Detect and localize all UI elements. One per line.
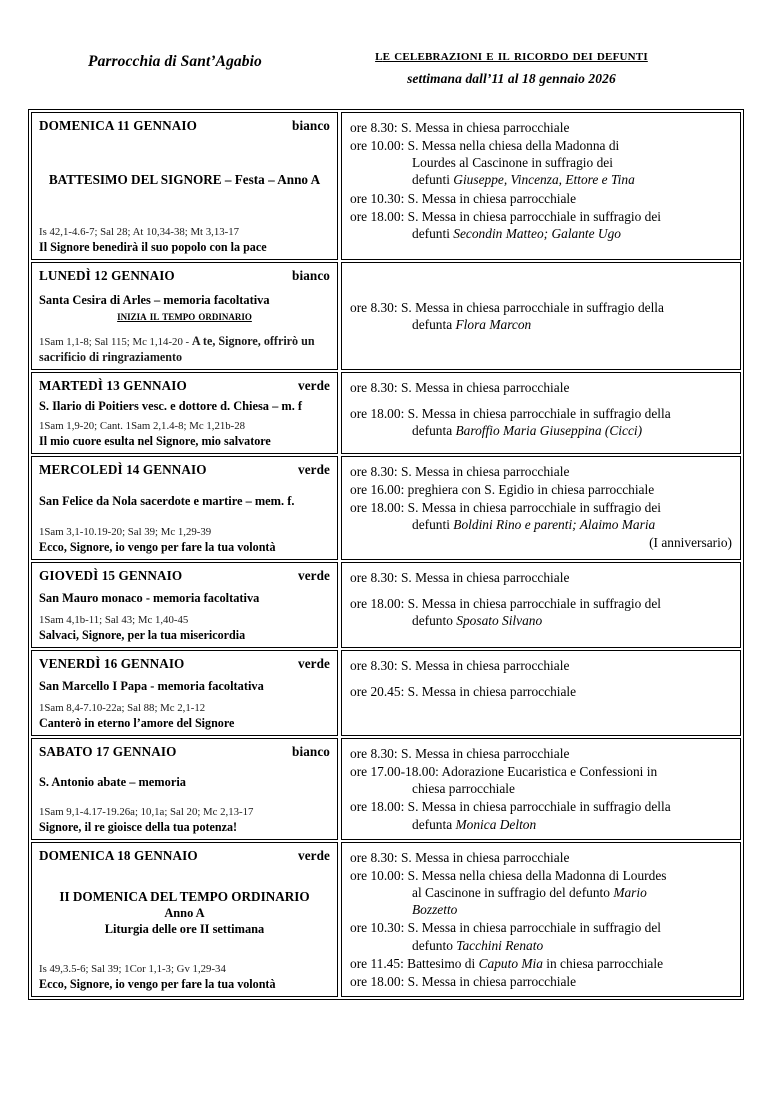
day-info-cell [31,262,338,370]
day-header [39,744,330,760]
mass-time: ore 18.00: [350,973,408,989]
mass-schedule-cell [341,372,741,454]
mass-time: ore 8.30: [350,746,401,761]
mass-time: ore 8.30: [350,570,401,585]
mass-description: S. Messa in chiesa parrocchiale [400,380,570,395]
mass-description-continuation [412,884,732,901]
mass-schedule-item [350,919,732,953]
mass-time: ore 18.00: [350,500,408,516]
header-titles [262,47,743,87]
person-name: Bozzetto [412,902,458,918]
responsorial-antiphon: Ecco, Signore, io vengo per fare la tua volontà [39,976,276,991]
mass-time: ore 18.00: [350,596,408,612]
mass-time: ore 8.30: [350,658,401,673]
readings-block [39,334,330,365]
day-name: VENERDÌ 16 GENNAIO [39,656,185,671]
liturgical-color: bianco [292,744,330,759]
table-row [31,372,741,454]
table-row [31,456,741,560]
mass-time: ore 10.00: [350,867,408,883]
scripture-readings: 1Sam 3,1-10.19-20; Sal 39; Mc 1,29-39 [39,526,212,539]
celebration-liturgy-week: Liturgia delle ore II settimana [104,922,265,937]
mass-time: ore 18.00: [350,208,408,224]
responsorial-antiphon: Salvaci, Signore, per la tua misericordia [39,627,246,642]
mass-schedule-item [350,683,732,700]
mass-time: ore 20.45: [350,684,408,700]
mass-description-continuation [412,154,732,171]
day-info-cell [31,112,338,260]
mass-description-continuation-text: defunta [412,423,456,439]
mass-description-continuation-text: Lourdes al Cascinone in suffragio dei [412,155,613,171]
person-name: Caputo Mia [478,955,543,971]
day-info-cell [31,372,338,454]
mass-description-continuation [412,225,732,242]
mass-description-continuation-text: al Cascinone in suffragio del defunto [412,885,614,901]
responsorial-antiphon: Signore, il re gioisce della tua potenza! [39,819,238,834]
mass-schedule-cell [341,456,741,560]
liturgical-season-note: inizia il tempo ordinario [117,309,252,324]
mass-description-continuation [412,422,732,439]
mass-description: S. Messa nella chiesa della Madonna di [407,138,620,154]
parish-name: Parrocchia di Sant’Agabio [88,53,262,70]
mass-description-continuation-text: defunti [412,225,454,241]
responsorial-antiphon: Il mio cuore esulta nel Signore, mio salvatore [39,433,271,448]
day-header [39,462,330,478]
responsorial-antiphon: Il Signore benedirà il suo popolo con la pace [39,239,267,254]
readings-block [39,963,330,992]
person-name: Flora Marcon [455,317,532,332]
scripture-readings [39,334,330,365]
celebration-title: Santa Cesira di Arles – memoria facoltativa [39,292,270,307]
mass-description-continuation [412,816,732,833]
mass-time: ore 18.00: [350,406,408,422]
responsorial-antiphon: Ecco, Signore, io vengo per fare la tua volontà [39,539,276,554]
scripture-readings-text: 1Sam 1,1-8; Sal 115; Mc 1,14-20 - [39,336,192,349]
responsorial-antiphon: A te, Signore, offrirò un sacrificio di ringraziamento [39,334,315,364]
liturgical-color: verde [298,378,330,393]
liturgical-color: verde [298,462,330,477]
anniversary-note: (I anniversario) [649,534,732,550]
liturgical-color: verde [298,656,330,671]
readings-block [39,806,330,835]
mass-description: S. Messa in chiesa parrocchiale in suffragio del [407,596,662,612]
mass-time: ore 8.30: [350,849,401,865]
mass-schedule-item [350,208,732,242]
mass-schedule-cell [341,738,741,840]
readings-block [39,614,330,643]
mass-time: ore 8.30: [350,380,401,395]
mass-description-continuation-text: defunta [412,317,456,332]
scripture-readings: 1Sam 4,1b-11; Sal 43; Mc 1,40-45 [39,614,189,627]
mass-description: Adorazione Eucaristica e Confessioni in [441,764,658,780]
mass-schedule-item [350,379,732,396]
scripture-readings: Is 49,3.5-6; Sal 39; 1Cor 1,1-3; Gv 1,29-34 [39,963,226,976]
mass-schedule-item [350,481,732,498]
celebration-year: Anno A [164,906,205,921]
mass-description-tail: in chiesa parrocchiale [542,955,664,971]
mass-schedule-item [350,119,732,136]
mass-description-continuation [412,171,732,188]
celebration-title: BATTESIMO DEL SIGNORE – Festa – Anno A [48,171,321,187]
mass-description: S. Messa in chiesa parrocchiale in suffragio della [400,299,664,315]
mass-schedule-item [350,499,732,550]
mass-schedule-cell [341,842,741,997]
mass-description: S. Messa in chiesa parrocchiale [400,658,570,673]
table-row [31,738,741,840]
mass-description-continuation-text: defunti [412,172,454,188]
mass-description-continuation [412,901,732,918]
table-row [31,650,741,736]
mass-time: ore 8.30: [350,299,401,315]
day-header [39,118,330,134]
mass-description-continuation [412,780,732,797]
day-name: LUNEDÌ 12 GENNAIO [39,268,175,283]
day-info-cell [31,650,338,736]
mass-description: S. Messa nella chiesa della Madonna di Lourdes [407,867,667,883]
mass-schedule-item [350,745,732,762]
day-header [39,656,330,672]
mass-time: ore 11.45: [350,955,408,971]
person-name: Tacchini Renato [456,937,544,953]
day-header [39,378,330,394]
mass-description: preghiera con S. Egidio in chiesa parrocchiale [407,482,655,498]
mass-time: ore 16.00: [350,482,408,498]
person-name: Secondin Matteo; Galante Ugo [453,225,621,241]
scripture-readings: 1Sam 1,9-20; Cant. 1Sam 2,1.4-8; Mc 1,21b-28 [39,420,246,433]
liturgical-color: verde [298,847,330,863]
mass-description: S. Messa in chiesa parrocchiale [407,190,577,206]
mass-description-continuation-text: defunto [412,613,457,629]
mass-description: S. Messa in chiesa parrocchiale [400,464,570,479]
celebration-block [39,672,330,700]
mass-description-continuation-text: chiesa parrocchiale [412,781,515,797]
liturgical-color: verde [298,568,330,583]
table-row [31,262,741,370]
liturgical-color: bianco [292,268,330,283]
person-name: Sposato Silvano [456,613,543,629]
day-header [39,848,330,864]
celebration-block [39,284,330,332]
mass-schedule-item [350,190,732,207]
person-name: Baroffio Maria Giuseppina (Cicci) [455,423,643,439]
day-info-cell [31,456,338,560]
mass-description: S. Messa in chiesa parrocchiale [407,973,577,989]
celebration-title: San Marcello I Papa - memoria facoltativa [39,679,264,694]
mass-description: S. Messa in chiesa parrocchiale [400,120,570,135]
mass-description-continuation-text: defunti [412,517,454,533]
mass-schedule-item [350,569,732,586]
mass-description-continuation [412,937,732,954]
celebration-title: S. Ilario di Poitiers vesc. e dottore d. Chiesa – m. f [39,399,303,414]
person-name: Mario [613,885,647,901]
mass-description: S. Messa in chiesa parrocchiale [400,570,570,585]
mass-schedule-cell [341,562,741,648]
day-header [39,568,330,584]
page-subtitle: settimana dall’11 al 18 gennaio 2026 [407,70,616,86]
table-row [31,112,741,260]
mass-description-continuation [412,516,732,533]
calendar-table [28,109,744,1000]
table-row [31,842,741,997]
day-name: DOMENICA 18 GENNAIO [39,847,198,863]
mass-description: S. Messa in chiesa parrocchiale in suffragio dei [407,208,662,224]
mass-schedule-item [350,299,732,333]
mass-time: ore 8.30: [350,120,401,135]
mass-schedule-cell [341,262,741,370]
day-name: GIOVEDÌ 15 GENNAIO [39,568,183,583]
readings-block [39,526,330,555]
mass-description: S. Messa in chiesa parrocchiale in suffragio della [407,406,671,422]
day-info-cell [31,842,338,997]
celebration-block [39,864,330,962]
scripture-readings: 1Sam 9,1-4.17-19.26a; 10,1a; Sal 20; Mc 2,13-17 [39,806,254,819]
mass-description: S. Messa in chiesa parrocchiale in suffragio della [407,799,671,815]
responsorial-antiphon: Canterò in eterno l’amore del Signore [39,715,235,730]
mass-schedule-cell [341,112,741,260]
mass-schedule-item [350,137,732,188]
mass-description: Battesimo di [407,955,479,971]
mass-schedule-item [350,867,732,918]
mass-schedule-item [350,849,732,866]
mass-time: ore 18.00: [350,799,408,815]
mass-time: ore 17.00-18.00: [350,764,442,780]
page-title: le celebrazioni e il ricordo dei defunti [375,47,648,64]
day-info-cell [31,738,338,840]
person-name: Monica Delton [455,816,537,832]
celebration-block [39,134,330,224]
table-row [31,562,741,648]
scripture-readings: 1Sam 8,4-7.10-22a; Sal 88; Mc 2,1-12 [39,702,206,715]
day-name: MARTEDÌ 13 GENNAIO [39,378,187,393]
liturgical-color: bianco [292,118,330,133]
celebration-title: S. Antonio abate – memoria [39,775,186,790]
mass-description-continuation-text: defunta [412,816,456,832]
mass-description-continuation [412,316,732,333]
mass-schedule-item [350,763,732,797]
celebration-block [39,394,330,418]
mass-description: S. Messa in chiesa parrocchiale [400,746,570,761]
mass-time: ore 10.00: [350,138,408,154]
mass-schedule-item [350,405,732,439]
day-name: MERCOLEDÌ 14 GENNAIO [39,462,207,477]
mass-schedule-item [350,595,732,629]
mass-time: ore 10.30: [350,920,408,936]
day-name: DOMENICA 11 GENNAIO [39,118,197,133]
day-name: SABATO 17 GENNAIO [39,744,177,759]
readings-block [39,702,330,731]
celebration-block [39,478,330,524]
readings-block [39,420,330,449]
mass-schedule-item [350,657,732,674]
mass-time: ore 10.30: [350,190,408,206]
day-info-cell [31,562,338,648]
celebration-title: II DOMENICA DEL TEMPO ORDINARIO [59,888,310,904]
day-header [39,268,330,284]
mass-time: ore 8.30: [350,464,401,479]
mass-schedule-item [350,798,732,832]
mass-description: S. Messa in chiesa parrocchiale [407,684,577,700]
person-name: Giuseppe, Vincenza, Ettore e Tina [453,172,635,188]
person-name: Boldini Rino e parenti; Alaimo Maria [453,517,656,533]
mass-schedule-cell [341,650,741,736]
readings-block [39,226,330,255]
mass-schedule-item [350,955,732,972]
mass-description-continuation [412,612,732,629]
celebration-title: San Felice da Nola sacerdote e martire – mem. f. [39,494,295,509]
mass-schedule-item [350,973,732,990]
celebration-block [39,760,330,804]
document-header [0,0,773,87]
mass-description: S. Messa in chiesa parrocchiale [400,849,570,865]
mass-description: S. Messa in chiesa parrocchiale in suffragio del [407,920,662,936]
mass-description-continuation-text: defunto [412,937,457,953]
celebration-title: San Mauro monaco - memoria facoltativa [39,591,260,606]
scripture-readings: Is 42,1-4.6-7; Sal 28; At 10,34-38; Mt 3,13-17 [39,226,240,239]
mass-schedule-item [350,463,732,480]
celebration-block [39,584,330,612]
mass-description: S. Messa in chiesa parrocchiale in suffragio dei [407,500,662,516]
